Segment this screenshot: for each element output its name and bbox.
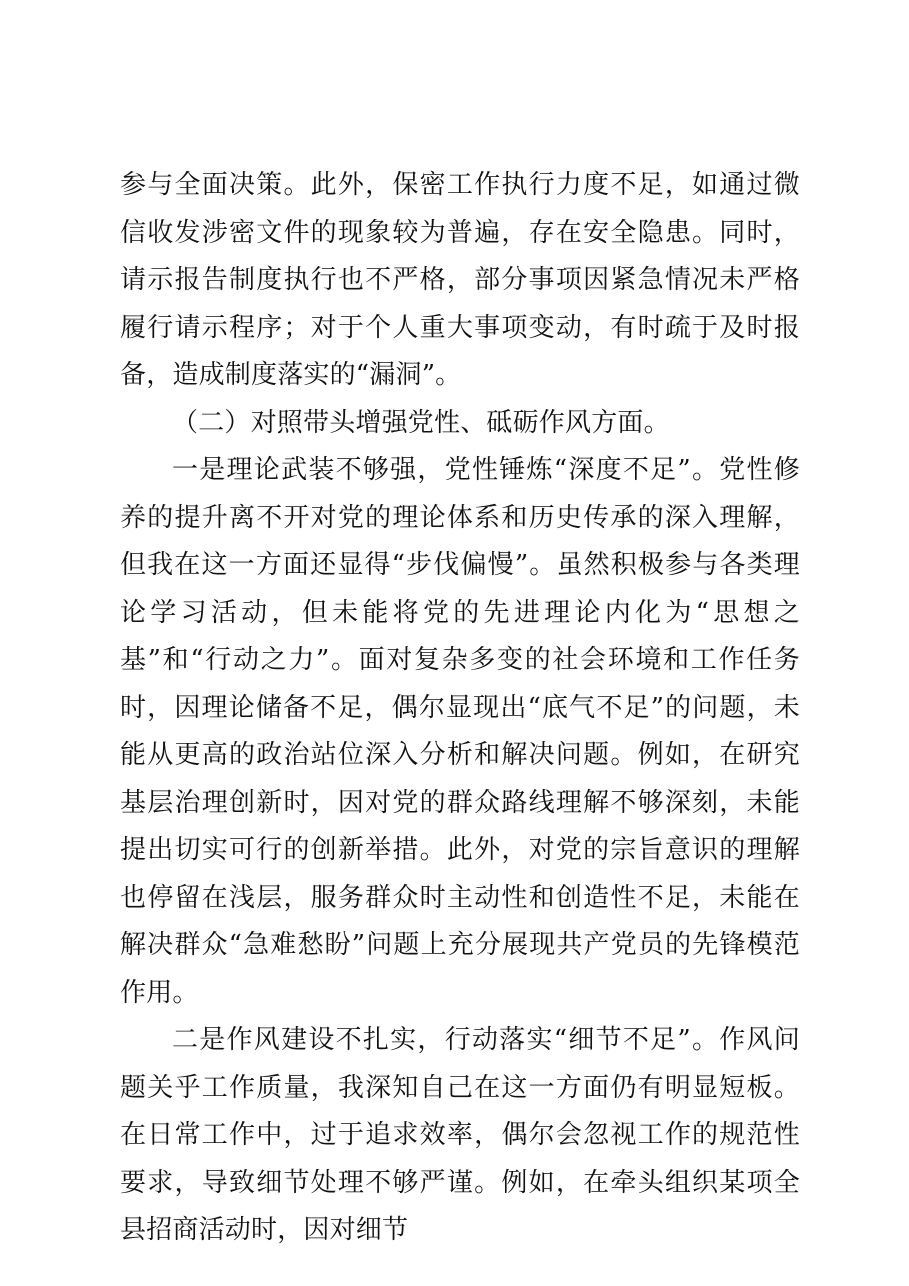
section-heading: （二）对照带头增强党性、砥砺作风方面。 <box>172 407 670 438</box>
paragraph-theory: 一是理论武装不够强，党性锤炼“深度不足”。党性修养的提升离不开对党的理论体系和历史传承的深入理解，但我在这一方面还显得“步伐偏慢”。虽然积极参与各类理论学习活动，但未能将党的先进理论内化为“思想之基”和“行动之力”。面对复杂多变的社会环境和工作任务时，因理论储备不足，偶尔显现出“底气不足”的问题，未能从更高的政治站位深入分析和解决问题。例如，在研究基层治理创新时，因对党的群众路线理解不够深刻，未能提出切实可行的创新举措。此外，对党的宗旨意识的理解也停留在浅层，服务群众时主动性和创造性不足，未能在解决群众“急难愁盼”问题上充分展现共产党员的先锋模范作用。 <box>120 455 800 1008</box>
paragraph-style: 二是作风建设不扎实，行动落实“细节不足”。作风问题关乎工作质量，我深知自己在这一方面仍有明显短板。在日常工作中，过于追求效率，偶尔会忽视工作的规范性要求，导致细节处理不够严谨。例如，在牵头组织某项全县招商活动时，因对细节 <box>120 1025 800 1245</box>
paragraph-continuation: 参与全面决策。此外，保密工作执行力度不足，如通过微信收发涉密文件的现象较为普遍，存在安全隐患。同时，请示报告制度执行也不严格，部分事项因紧急情况未严格履行请示程序；对于个人重大事项变动，有时疏于及时报备，造成制度落实的“漏洞”。 <box>120 170 800 390</box>
document-body <box>120 162 800 1255</box>
